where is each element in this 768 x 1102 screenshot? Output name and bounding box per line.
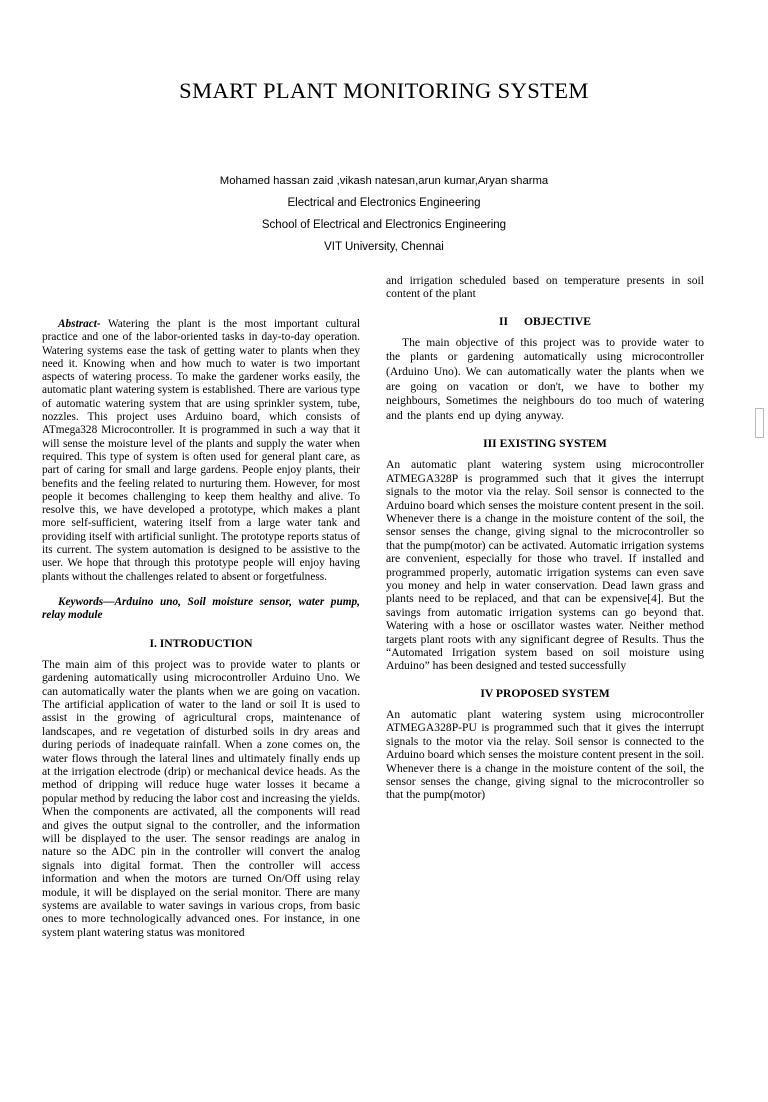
section-heading-existing-system: III EXISTING SYSTEM: [483, 437, 607, 451]
scrollbar-thumb[interactable]: [755, 408, 764, 438]
right-column: [386, 274, 704, 949]
objective-body: The main objective of this project was to provide water to the plants or gardening automatically using microcontroller (Arduino Uno). We can automatically water the plants when we are going on vacation or don't, we have to bother my neighbours, Sometimes the neighbours do too much of watering and the plants end up dying anyway.: [386, 335, 704, 422]
authors-block: [42, 170, 726, 258]
objective-number: II: [498, 314, 508, 328]
abstract-label: Abstract-: [58, 318, 101, 330]
section-heading-proposed-system: IV PROPOSED SYSTEM: [480, 686, 610, 700]
section-heading-objective: [386, 315, 704, 328]
section-heading-introduction: I. INTRODUCTION: [149, 636, 253, 650]
abstract-paragraph: [42, 318, 360, 584]
continued-paragraph: and irrigation scheduled based on temperature presents in soil content of the plant: [386, 274, 704, 301]
proposed-system-body: An automatic plant watering system using microcontroller ATMEGA328P-PU is programmed such that it gives the interrupt signals to the motor via the relay. Soil sensor is connected to the Arduino board which senses the moisture content present in the soil. Whenever there is a change in the moisture content of the soil, the sensor senses the change, giving signal to the microcontroller so that the pump(motor): [386, 707, 704, 802]
author-department: Electrical and Electronics Engineering: [287, 197, 481, 209]
existing-system-body: An automatic plant watering system using microcontroller ATMEGA328P is programmed such that it gives the interrupt signals to the motor via the relay. Soil sensor is connected to the Arduino board which senses the moisture content present in the soil. Whenever there is a change in the moisture content of the soil, the sensor senses the change, giving signal to the microcontroller so that the pump(motor) can be activated. Automatic irrigation systems are convenient, especially for those who travel. If installed and programmed properly, automatic irrigation systems can even save you money and help in water conservation. Dead lawn grass and plants need to be replaced, and that can be expensive[4]. But the savings from automatic irrigation systems can go beyond that. Watering with a hose or oscillator wastes water. Neither method targets plant roots with any significant degree of Results. Thus the “Automated Irrigation system based on soil moisture using Arduino” has been designed and tested successfully: [386, 458, 704, 673]
objective-title: OBJECTIVE: [524, 314, 592, 328]
introduction-body: The main aim of this project was to provide water to plants or gardening automatically using microcontroller Arduino Uno. We can automatically water the plants when we are going on vacation. The artificial application of water to the land or soil It is used to assist in the growing of agricultural crops, maintenance of landscapes, and re vegetation of disturbed soils in dry areas and during periods of inadequate rainfall. When a zone comes on, the water flows through the lateral lines and ultimately finally ends up at the irrigation electrode (drip) or mechanical device heads. As the method of dripping will reduce huge water losses it became a popular method by reducing the labor cost and increasing the yields. When the components are activated, all the components will read and gives the output signal to the controller, and the information will be displayed to the user. The sensor readings are analog in nature so the ADC pin in the controller will convert the analog signals into digital format. Then the controller will access information and when the motors are turned On/Off using relay module, it will be displayed on the serial monitor. There are many systems are available to water savings in various crops, from basic ones to more technologically advanced ones. For instance, in one system plant watering status was monitored: [42, 657, 360, 939]
left-column: [42, 274, 360, 949]
document-page: [0, 78, 768, 1102]
two-column-body: [42, 274, 726, 949]
author-school: School of Electrical and Electronics Engineering: [261, 219, 507, 231]
keywords-paragraph: Keywords—Arduino uno, Soil moisture sensor, water pump, relay module: [42, 595, 360, 622]
author-names: Mohamed hassan zaid ,vikash natesan,arun kumar,Aryan sharma: [219, 175, 549, 187]
author-institution: VIT University, Chennai: [324, 241, 444, 253]
page-title: SMART PLANT MONITORING SYSTEM: [179, 78, 589, 103]
abstract-text: Watering the plant is the most important cultural practice and one of the labor-oriented tasks in day-to-day operation. Watering systems ease the task of getting water to plants when they need it. Knowing when and how much to water is two important aspects of watering process. To make the gardener works easily, the automatic plant watering system is established. There are various type of automatic watering system that are using sprinkler system, tube, nozzles. This project uses Arduino board, which consists of ATmega328 Microcontroller. It is programmed in such a way that it will sense the moisture level of the plants and supply the water when required. This type of system is often used for general plant care, as part of caring for small and large gardens. People enjoy plants, their benefits and the feeling related to nurturing them. However, for most people it becomes challenging to keep them healthy and alive. To resolve this, we have developed a prototype, which makes a plant more self-sufficient, watering itself from a large water tank and providing itself with artificial sunlight. The prototype reports status of its current. The system automation is designed to be assistive to the user. We hope that through this prototype people will enjoy having plants without the challenges related to absent or forgetfulness.: [42, 318, 360, 583]
